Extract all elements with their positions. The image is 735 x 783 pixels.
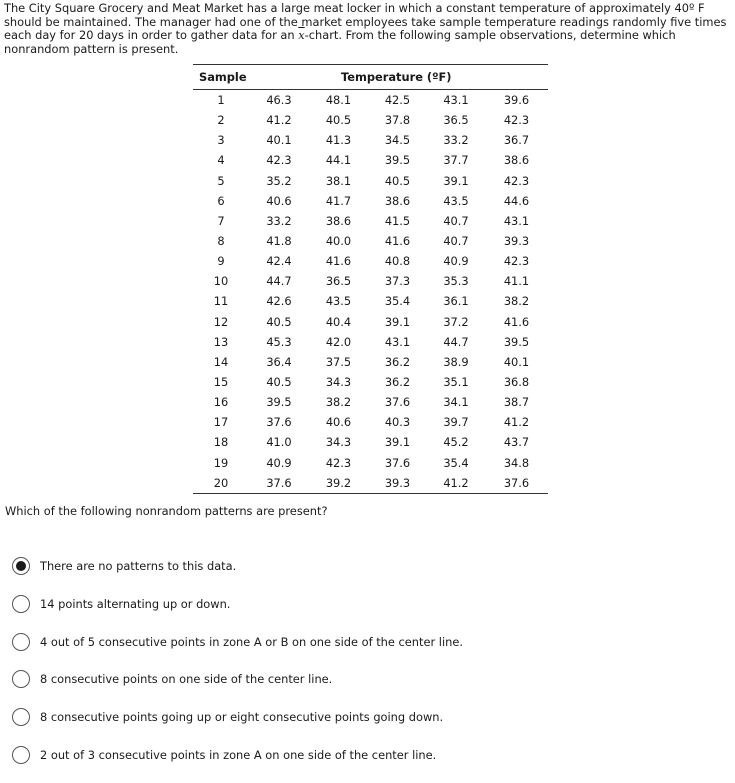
temperature-cell: 36.2 xyxy=(384,354,411,369)
temperature-cell: 40.7 xyxy=(443,213,469,228)
temperature-cell: 40.5 xyxy=(266,375,292,390)
table-row xyxy=(193,392,548,412)
problem-statement xyxy=(4,2,732,56)
sample-number-cell: 7 xyxy=(217,213,225,228)
temperature-cell: 39.7 xyxy=(443,415,469,430)
temperature-cell: 35.4 xyxy=(384,294,411,309)
temperature-table-container xyxy=(193,64,548,494)
temperature-cell: 42.3 xyxy=(325,455,352,470)
table-row xyxy=(193,191,548,211)
temperature-cell: 40.9 xyxy=(266,455,292,470)
temperature-cell: 40.9 xyxy=(443,254,469,269)
temperature-cell: 38.7 xyxy=(503,395,530,410)
temperature-cell: 40.1 xyxy=(266,133,292,148)
temperature-cell: 36.5 xyxy=(443,113,469,128)
temperature-cell: 39.1 xyxy=(384,314,411,329)
temperature-cell: 36.2 xyxy=(384,375,411,390)
temperature-cell: 38.6 xyxy=(503,153,530,168)
table-row xyxy=(193,90,548,111)
table-row xyxy=(193,231,548,251)
temperature-cell: 41.2 xyxy=(266,113,292,128)
temperature-table xyxy=(193,64,548,494)
temperature-cell: 36.7 xyxy=(503,133,530,148)
temperature-cell: 40.4 xyxy=(325,314,352,329)
sample-number-cell: 9 xyxy=(217,254,225,269)
temperature-cell: 42.3 xyxy=(503,113,530,128)
temperature-cell: 41.7 xyxy=(325,193,352,208)
question-text: Which of the following nonrandom patterns are present? xyxy=(5,504,328,518)
temperature-cell: 42.5 xyxy=(384,93,411,108)
temperature-cell: 34.3 xyxy=(325,435,352,450)
temperature-cell: 42.3 xyxy=(503,254,530,269)
temperature-cell: 37.7 xyxy=(443,153,469,168)
table-row xyxy=(193,150,548,170)
sample-number-cell: 11 xyxy=(213,294,229,309)
sample-number-cell: 6 xyxy=(217,193,225,208)
temperature-cell: 41.3 xyxy=(325,133,352,148)
temperature-cell: 41.5 xyxy=(384,213,411,228)
answer-option[interactable] xyxy=(12,669,463,689)
radio-unselected-icon[interactable] xyxy=(12,595,30,613)
table-row xyxy=(193,312,548,332)
temperature-cell: 40.5 xyxy=(384,173,411,188)
sample-number-cell: 18 xyxy=(213,435,229,450)
temperature-cell: 43.5 xyxy=(325,294,352,309)
temperature-cell: 37.2 xyxy=(443,314,469,329)
sample-number-cell: 16 xyxy=(213,395,229,410)
answer-option-label[interactable]: 14 points alternating up or down. xyxy=(40,596,231,611)
temperature-cell: 44.7 xyxy=(266,274,292,289)
table-row xyxy=(193,211,548,231)
temperature-cell: 37.6 xyxy=(384,455,411,470)
answer-options xyxy=(12,556,463,783)
answer-option[interactable] xyxy=(12,707,463,727)
table-row xyxy=(193,352,548,372)
table-row xyxy=(193,291,548,311)
temperature-cell: 43.5 xyxy=(443,193,469,208)
sample-number-cell: 17 xyxy=(213,415,229,430)
temperature-cell: 39.5 xyxy=(503,334,530,349)
temperature-cell: 39.5 xyxy=(266,395,292,410)
temperature-cell: 39.1 xyxy=(384,435,411,450)
temperature-cell: 41.0 xyxy=(266,435,292,450)
temperature-cell: 36.1 xyxy=(443,294,469,309)
answer-option[interactable] xyxy=(12,594,463,614)
temperature-cell: 40.5 xyxy=(325,113,352,128)
temperature-cell: 44.6 xyxy=(503,193,530,208)
temperature-cell: 43.7 xyxy=(503,435,530,450)
answer-option-label[interactable]: 8 consecutive points going up or eight consecutive points going down. xyxy=(40,710,444,725)
temperature-cell: 34.8 xyxy=(503,455,530,470)
temperature-cell: 40.3 xyxy=(384,415,411,430)
temperature-cell: 39.5 xyxy=(384,153,411,168)
table-row xyxy=(193,271,548,291)
header-temperature: Temperature (ºF) xyxy=(249,65,548,90)
answer-option-label[interactable]: 4 out of 5 consecutive points in zone A or B on one side of the center line. xyxy=(40,634,463,649)
temperature-cell: 35.3 xyxy=(443,274,469,289)
temperature-cell: 37.5 xyxy=(325,354,352,369)
temperature-cell: 41.2 xyxy=(427,473,485,494)
temperature-cell: 40.8 xyxy=(384,254,411,269)
sample-number-cell: 14 xyxy=(213,354,229,369)
temperature-cell: 44.7 xyxy=(443,334,469,349)
temperature-cell: 37.6 xyxy=(485,473,548,494)
sample-number-cell: 10 xyxy=(213,274,229,289)
temperature-cell: 41.6 xyxy=(503,314,530,329)
temperature-cell: 35.1 xyxy=(443,375,469,390)
temperature-cell: 37.8 xyxy=(384,113,411,128)
sample-number-cell: 20 xyxy=(193,473,249,494)
temperature-cell: 40.7 xyxy=(443,234,469,249)
radio-unselected-icon[interactable] xyxy=(12,746,30,764)
radio-selected-icon[interactable] xyxy=(12,557,30,575)
temperature-cell: 36.4 xyxy=(266,354,292,369)
temperature-cell: 38.6 xyxy=(325,213,352,228)
problem-text-after: -chart. From the following sample observations, determine which nonrandom pattern is present. xyxy=(4,28,676,56)
temperature-cell: 39.2 xyxy=(309,473,368,494)
temperature-cell: 40.1 xyxy=(503,354,530,369)
radio-unselected-icon[interactable] xyxy=(12,633,30,651)
table-row xyxy=(193,332,548,352)
temperature-cell: 38.1 xyxy=(325,173,352,188)
problem-text-before: The City Square Grocery and Meat Market has a large meat locker in which a constant temperature of approximately 40º F should be maintained. The manager had one of the market employees take sample temperature readings randomly five times each day for 20 days in order to gather data for an xyxy=(4,1,727,42)
answer-option[interactable] xyxy=(12,632,463,652)
table-row xyxy=(193,412,548,432)
temperature-cell: 36.5 xyxy=(325,274,352,289)
sample-number-cell: 4 xyxy=(217,153,225,168)
temperature-cell: 38.2 xyxy=(503,294,530,309)
table-row xyxy=(193,372,548,392)
temperature-cell: 45.3 xyxy=(266,334,292,349)
answer-option-label[interactable]: 8 consecutive points on one side of the center line. xyxy=(40,672,333,687)
radio-unselected-icon[interactable] xyxy=(12,670,30,688)
xbar-symbol: $\overline{x}$ xyxy=(298,28,305,42)
sample-number-cell: 8 xyxy=(217,234,225,249)
answer-option[interactable] xyxy=(12,745,463,765)
temperature-cell: 39.3 xyxy=(503,234,530,249)
answer-option-label[interactable]: There are no patterns to this data. xyxy=(40,559,237,573)
temperature-cell: 42.4 xyxy=(266,254,292,269)
table-row xyxy=(193,453,548,473)
temperature-cell: 43.1 xyxy=(503,213,530,228)
temperature-cell: 34.3 xyxy=(325,375,352,390)
temperature-cell: 41.1 xyxy=(503,274,530,289)
sample-number-cell: 2 xyxy=(217,113,225,128)
table-row xyxy=(193,110,548,130)
temperature-cell: 44.1 xyxy=(325,153,352,168)
temperature-cell: 42.6 xyxy=(266,294,292,309)
temperature-cell: 40.6 xyxy=(266,193,292,208)
temperature-cell: 39.1 xyxy=(443,173,469,188)
table-row xyxy=(193,251,548,271)
temperature-cell: 41.8 xyxy=(266,234,292,249)
temperature-cell: 45.2 xyxy=(443,435,469,450)
sample-number-cell: 13 xyxy=(213,334,229,349)
temperature-cell: 38.9 xyxy=(443,354,469,369)
temperature-cell: 34.1 xyxy=(443,395,469,410)
sample-number-cell: 1 xyxy=(217,93,225,108)
sample-number-cell: 15 xyxy=(213,375,229,390)
temperature-cell: 41.6 xyxy=(325,254,352,269)
temperature-cell: 41.2 xyxy=(503,415,530,430)
temperature-cell: 38.6 xyxy=(384,193,411,208)
table-row xyxy=(193,171,548,191)
temperature-cell: 34.5 xyxy=(384,133,411,148)
temperature-cell: 43.1 xyxy=(384,334,411,349)
temperature-cell: 33.2 xyxy=(443,133,469,148)
temperature-cell: 43.1 xyxy=(443,93,469,108)
temperature-cell: 48.1 xyxy=(325,93,352,108)
header-sample: Sample xyxy=(193,65,249,90)
sample-number-cell: 12 xyxy=(213,314,229,329)
temperature-cell: 42.0 xyxy=(325,334,352,349)
table-header-row xyxy=(193,65,548,90)
temperature-cell: 40.5 xyxy=(266,314,292,329)
temperature-cell: 37.6 xyxy=(384,395,411,410)
table-row xyxy=(193,432,548,452)
answer-option[interactable] xyxy=(12,556,463,576)
answer-option-label[interactable]: 2 out of 3 consecutive points in zone A on one side of the center line. xyxy=(40,747,437,762)
temperature-cell: 42.3 xyxy=(503,173,530,188)
temperature-cell: 46.3 xyxy=(266,93,292,108)
sample-number-cell: 3 xyxy=(217,133,225,148)
sample-number-cell: 19 xyxy=(213,455,229,470)
temperature-cell: 41.6 xyxy=(384,234,411,249)
temperature-cell: 35.2 xyxy=(266,173,292,188)
temperature-cell: 36.8 xyxy=(503,375,530,390)
temperature-cell: 40.6 xyxy=(325,415,352,430)
temperature-cell: 42.3 xyxy=(266,153,292,168)
temperature-cell: 37.6 xyxy=(249,473,309,494)
radio-unselected-icon[interactable] xyxy=(12,708,30,726)
temperature-cell: 38.2 xyxy=(325,395,352,410)
table-row xyxy=(193,130,548,150)
temperature-cell: 39.6 xyxy=(503,93,530,108)
temperature-cell: 35.4 xyxy=(443,455,469,470)
temperature-cell: 33.2 xyxy=(266,213,292,228)
temperature-cell: 37.6 xyxy=(266,415,292,430)
sample-number-cell: 5 xyxy=(217,173,225,188)
temperature-cell: 37.3 xyxy=(384,274,411,289)
temperature-cell: 39.3 xyxy=(368,473,427,494)
temperature-cell: 40.0 xyxy=(325,234,352,249)
table-row xyxy=(193,473,548,494)
table-body xyxy=(193,90,548,494)
